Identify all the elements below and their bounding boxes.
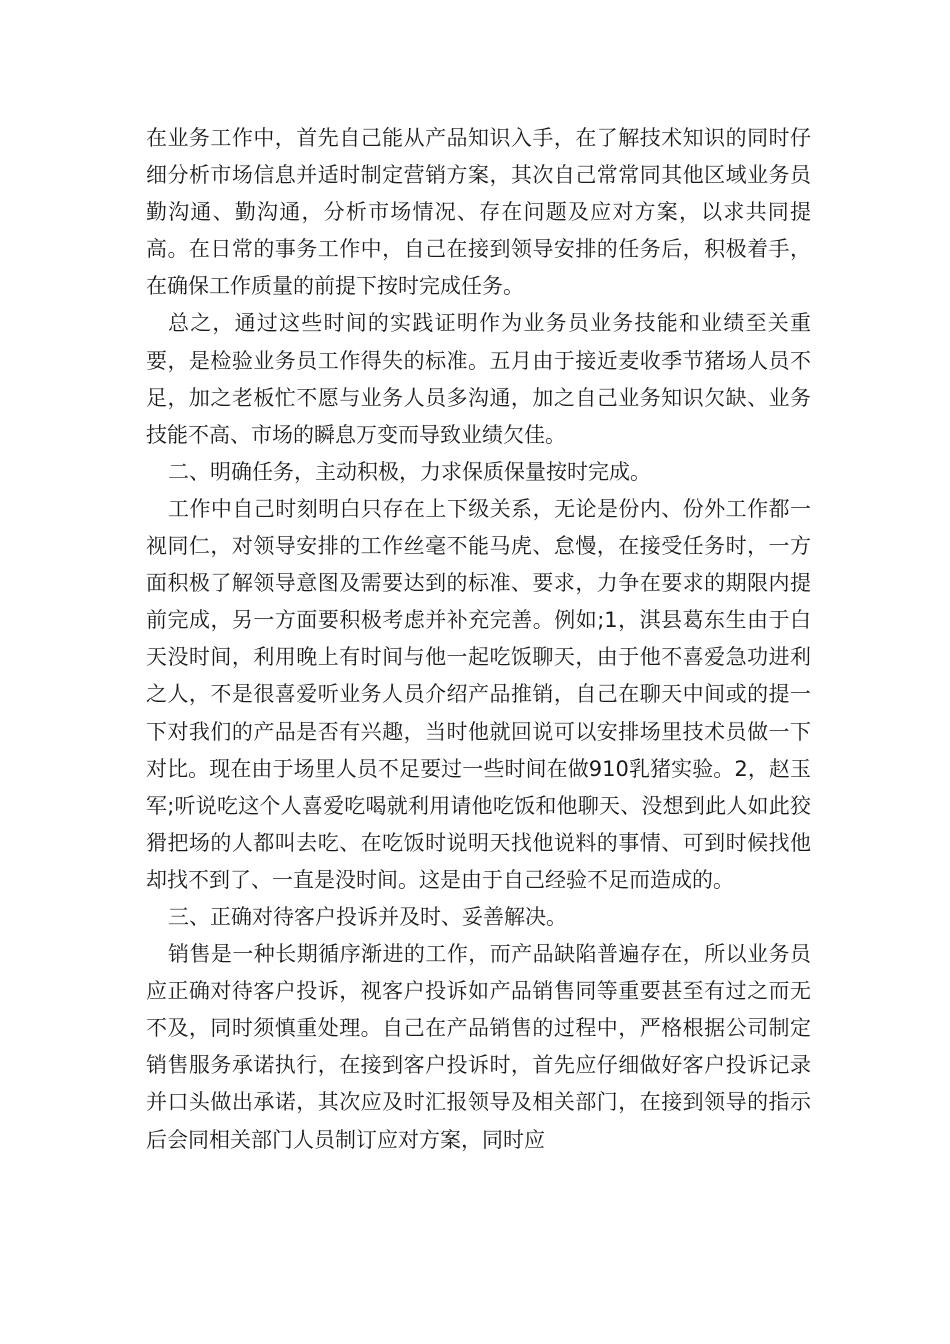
document-body [146, 120, 811, 1159]
paragraph-work-intro: 在业务工作中，首先自己能从产品知识入手，在了解技术知识的同时仔细分析市场信息并适时制定营销方案，其次自己常常同其他区域业务员勤沟通、勤沟通，分析市场情况、存在问题及应对方案，以求共同提高。在日常的事务工作中，自己在接到领导安排的任务后，积极着手，在确保工作质量的前提下按时完成任务。 [146, 126, 811, 299]
paragraph-task-examples: 工作中自己时刻明白只存在上下级关系，无论是份内、份外工作都一视同仁，对领导安排的工作丝毫不能马虎、怠慢，在接受任务时，一方面积极了解领导意图及需要达到的标准、要求，力争在要求的期限内提前完成，另一方面要积极考虑并补充完善。例如;1，淇县葛东生由于白天没时间，利用晚上有时间与他一起吃饭聊天，由于他不喜爱急功进利之人，不是很喜爱听业务人员介绍产品推销，自己在聊天中间或的提一下对我们的产品是否有兴趣，当时他就回说可以安排场里技术员做一下对比。现在由于场里人员不足要过一些时间在做910乳猪实验。2，赵玉军;听说吃这个人喜爱吃喝就利用请他吃饭和他聊天、没想到此人如此狡猾把场的人都叫去吃、在吃饭时说明天找他说料的事情、可到时候找他却找不到了、一直是没时间。这是由于自己经验不足而造成的。 [146, 496, 811, 892]
paragraph-complaints: 销售是一种长期循序渐进的工作，而产品缺陷普遍存在，所以业务员应正确对待客户投诉，视客户投诉如产品销售同等重要甚至有过之而无不及，同时须慎重处理。自己在产品销售的过程中，严格根据公司制定销售服务承诺执行，在接到客户投诉时，首先应仔细做好客户投诉记录并口头做出承诺，其次应及时汇报领导及相关部门，在接到领导的指示后会同相关部门人员制订应对方案，同时应 [146, 942, 811, 1152]
paragraph-summary: 总之，通过这些时间的实践证明作为业务员业务技能和业绩至关重要，是检验业务员工作得失的标准。五月由于接近麦收季节猪场人员不足，加之老板忙不愿与业务人员多沟通，加之自己业务知识欠缺、业务技能不高、市场的瞬息万变而导致业绩欠佳。 [146, 311, 811, 447]
section-heading-3: 三、正确对待客户投诉并及时、妥善解决。 [168, 904, 567, 929]
section-heading-2: 二、明确任务，主动积极，力求保质保量按时完成。 [168, 459, 651, 484]
